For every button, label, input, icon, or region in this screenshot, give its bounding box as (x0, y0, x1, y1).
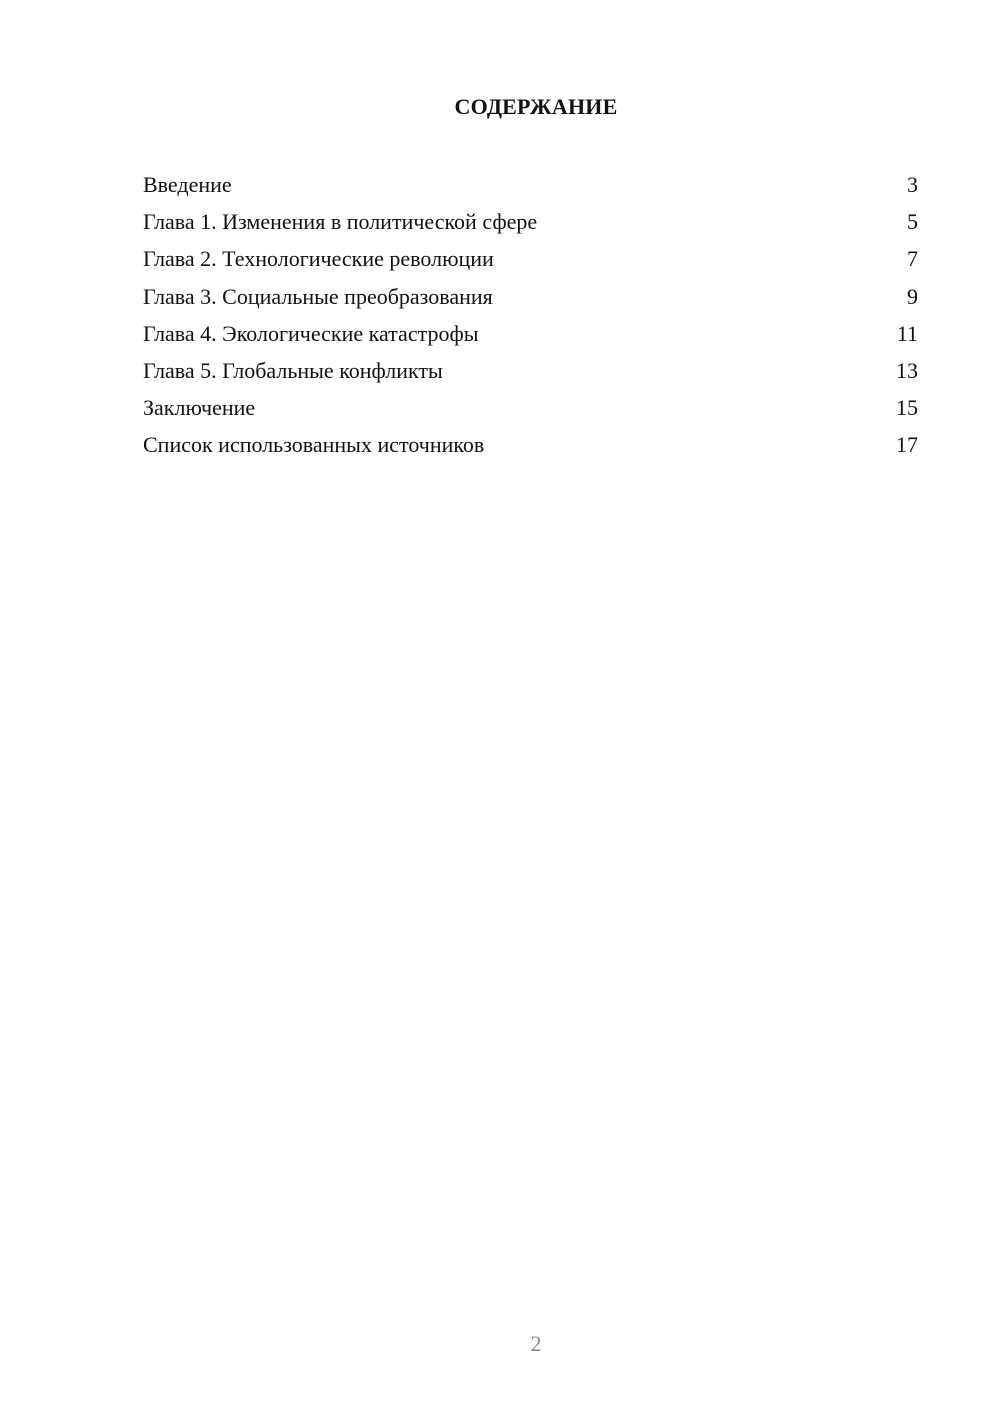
toc-entry-page: 3 (907, 172, 918, 197)
toc-entry-label: Введение (143, 172, 232, 197)
toc-entry-references (143, 428, 918, 465)
toc-entry-label: Глава 1. Изменения в политической сфере (143, 209, 538, 235)
toc-entry-chapter-5 (143, 354, 918, 391)
table-of-contents (143, 168, 918, 466)
toc-entry-chapter-2 (143, 242, 918, 279)
toc-entry-label: Глава 2. Технологические революции (143, 246, 494, 272)
toc-entry-introduction (143, 168, 918, 205)
toc-entry-label: Глава 5. Глобальные конфликты (143, 357, 443, 383)
toc-entry-page: 11 (896, 320, 918, 346)
toc-entry-page: 17 (896, 432, 918, 458)
toc-entry-chapter-4 (143, 317, 918, 354)
toc-entry-chapter-1 (143, 205, 918, 242)
toc-entry-label: Список использованных источников (143, 432, 485, 458)
toc-entry-label: Глава 3. Социальные преобразования (143, 283, 493, 309)
toc-entry-label: Глава 4. Экологические катастрофы (143, 320, 479, 346)
page-number: 2 (530, 1331, 542, 1356)
toc-entry-page: 9 (907, 283, 918, 309)
toc-entry-page: 15 (896, 395, 918, 421)
toc-entry-page: 13 (896, 357, 918, 383)
toc-entry-conclusion (143, 391, 918, 428)
toc-entry-page: 5 (907, 209, 918, 235)
toc-entry-chapter-3 (143, 280, 918, 317)
toc-title: СОДЕРЖАНИЕ (454, 94, 618, 119)
toc-entry-label: Заключение (143, 395, 256, 421)
toc-entry-page: 7 (907, 246, 918, 272)
